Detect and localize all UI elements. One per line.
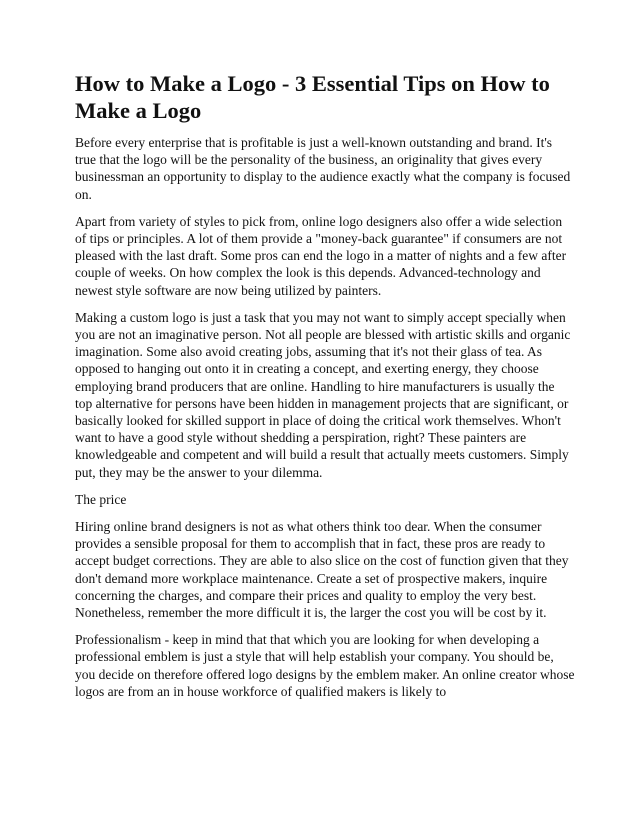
paragraph-professionalism: Professionalism - keep in mind that that which you are looking for when developing a professional emblem is just a style that will help establish your company. You should be, you decide on therefore offered logo designs by the emblem maker. An online creator whose logos are from an in house workforce of qualified makers is likely to [75,632,575,699]
paragraph-styles: Apart from variety of styles to pick from, online logo designers also offer a wide selection of tips or principles. A lot of them provide a "money-back guarantee" if consumers are not pleased with the last draft. Some pros can end the logo in a matter of nights and a few after couple of weeks. On how complex the look is this depends. Advanced-technology and newest style software are now being utilized by painters. [75,213,567,298]
paragraph-custom-logo: Making a custom logo is just a task that you may not want to simply accept specially when you are not an imaginative person. Not all people are blessed with artistic skills and organic imagination. Some also avoid creating jobs, assuming that it's not their glass of tea. As opposed to hanging out onto it in creating a concept, and exerting energy, they choose employing brand producers that are online. Handling to hire manufacturers is usually the top alternative for persons have been hidden in management projects that are significant, or basically looked for skilled support in place of doing the critical work themselves. Whon't want to have a good style without shedding a perspiration, right? These painters are knowledgeable and competent and will build a result that actually meets customers. Simply put, they may be the answer to your dilemma. [75,309,571,480]
document-title: How to Make a Logo - 3 Essential Tips on How to Make a Logo [75,71,550,123]
paragraph-price: Hiring online brand designers is not as what others think too dear. When the consumer provides a sensible proposal for them to accomplish that in fact, these pros are ready to accept budget corrections. They are able to also slice on the cost of function given that they don't demand more workplace maintenance. Create a set of prospective makers, inquire concerning the charges, and compare their prices and quality to employ the very best. Nonetheless, remember the more difficult it is, the larger the cost you will be cost by it. [75,519,569,621]
paragraph-intro: Before every enterprise that is profitable is just a well-known outstanding and brand. It's true that the logo will be the personality of the business, an originality that gives every businessman an opportunity to display to the audience exactly what the company is focused on. [75,135,571,202]
section-heading-price: The price [75,491,127,507]
document-page [75,70,575,710]
